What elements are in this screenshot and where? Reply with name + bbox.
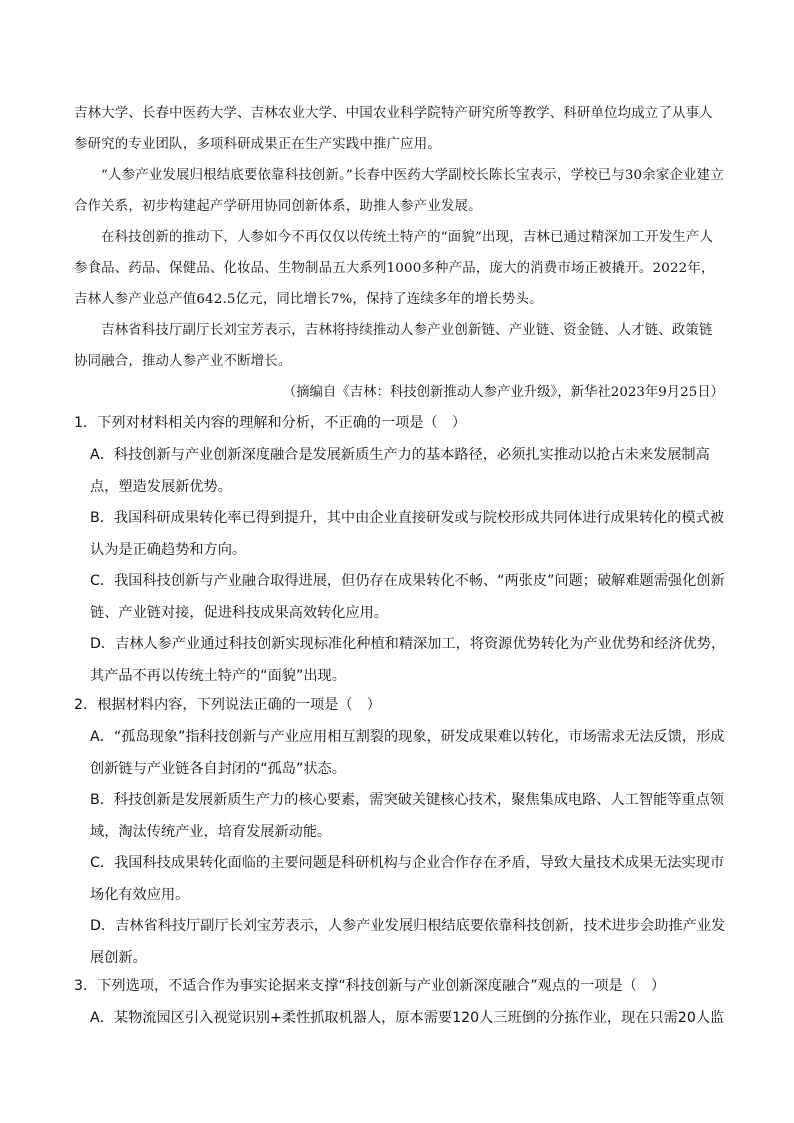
question-3-stem: 3．下列选项，不适合作为事实论据来支撑“科技创新与产业创新深度融合”观点的一项是（ ） [74,978,666,994]
question-3-option-a: A．某物流园区引入视觉识别+柔性抓取机器人，原本需要120人三班倒的分拣作业，现在只需20人监 [90,1010,725,1026]
passage-paragraph-4: 吉林省科技厅副厅长刘宝芳表示，吉林将持续推动人参产业创新链、产业链、资金链、人才链、政策链协同融合，推动人参产业不断增长。 [74,323,713,369]
question-2-option-c: C．我国科技成果转化面临的主要问题是科研机构与企业合作存在矛盾，导致大量技术成果无法实现市场化有效应用。 [90,855,725,903]
question-2-stem: 2．根据材料内容，下列说法正确的一项是（ ） [74,697,381,713]
passage-paragraph-2: “人参产业发展归根结底要依靠科技创新。”长春中医药大学副校长陈长宝表示，学校已与30余家企业建立合作关系，初步构建起产学研用协同创新体系，助推人参产业发展。 [74,168,724,214]
question-2-option-b: B．科技创新是发展新质生产力的核心要素，需突破关键核心技术，聚焦集成电路、人工智能等重点领域，淘汰传统产业，培育发展新动能。 [90,792,724,840]
question-2-option-a: A．“孤岛现象”指科技创新与产业应用相互割裂的现象，研发成果难以转化，市场需求无法反馈，形成创新链与产业链各自封闭的“孤岛”状态。 [90,729,725,777]
passage-paragraph-1: 吉林大学、长春中医药大学、吉林农业大学、中国农业科学院特产研究所等教学、科研单位均成立了从事人参研究的专业团队，多项科研成果正在生产实践中推广应用。 [74,106,713,152]
question-1-option-a: A．科技创新与产业创新深度融合是发展新质生产力的基本路径，必须扎实推动以抢占未来发展制高点，塑造发展新优势。 [90,447,710,495]
question-1-option-c: C．我国科技创新与产业融合取得进展，但仍存在成果转化不畅、“两张皮”问题；破解难题需强化创新链、产业链对接，促进科技成果高效转化应用。 [90,573,725,621]
passage-paragraph-3: 在科技创新的推动下，人参如今不再仅仅以传统土特产的“面貌”出现，吉林已通过精深加工开发生产人参食品、药品、保健品、化妆品、生物制品五大系列1000多种产品，庞大的消费市场正被撬开。2022年，吉林人参产业总产值642.5亿元，同比增长7%，保持了连续多年的增长势头。 [74,230,715,307]
question-2-option-d: D．吉林省科技厅副厅长刘宝芳表示，人参产业发展归根结底要依靠科技创新，技术进步会助推产业发展创新。 [90,918,726,966]
question-1-option-b: B．我国科研成果转化率已得到提升，其中由企业直接研发或与院校形成共同体进行成果转化的模式被认为是正确趋势和方向。 [90,510,724,558]
source-citation: （摘编自《吉林：科技创新推动人参产业升级》，新华社2023年9月25日） [282,385,724,400]
question-1-stem: 1．下列对材料相关内容的理解和分析，不正确的一项是（ ） [74,415,467,431]
question-1-option-d: D．吉林人参产业通过科技创新实现标准化种植和精深加工，将资源优势转化为产业优势和经济优势，其产品不再以传统土特产的“面貌”出现。 [90,636,726,684]
